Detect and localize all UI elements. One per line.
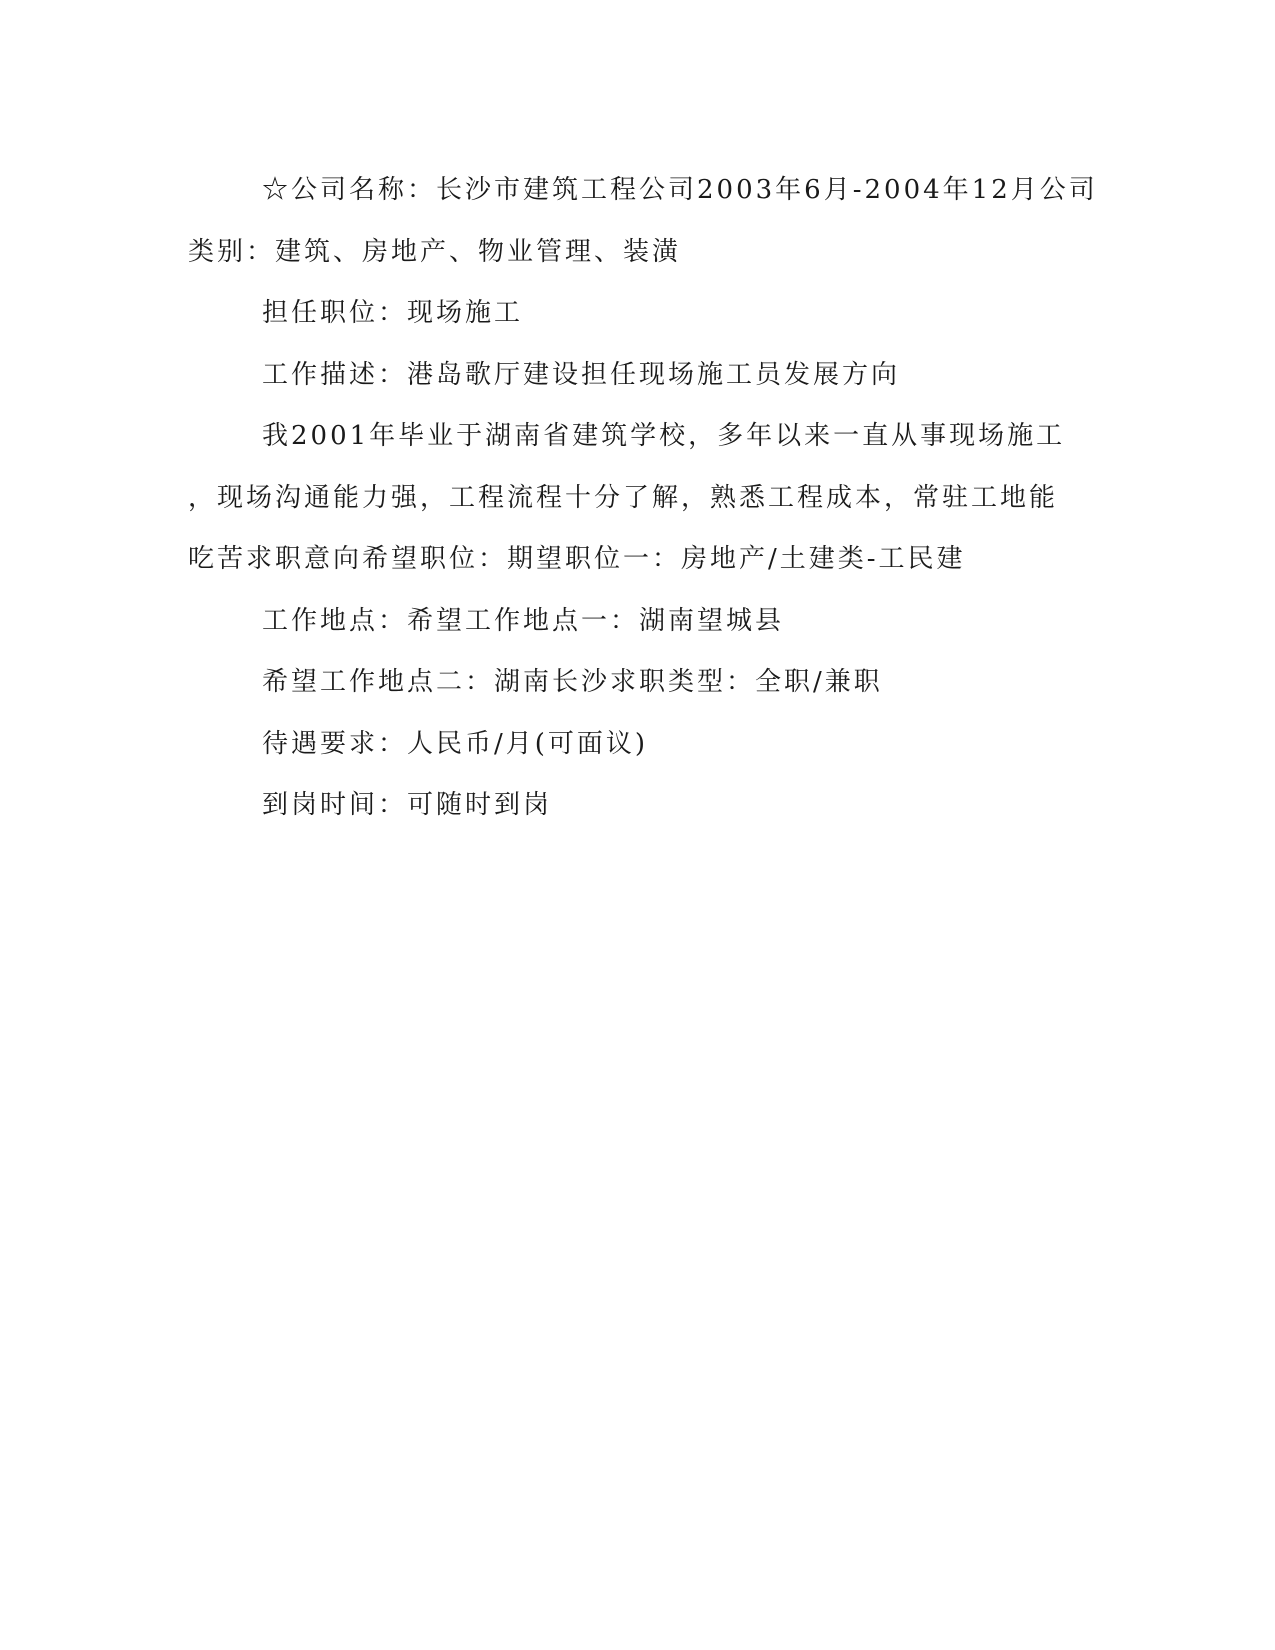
text-line-company: ☆公司名称：长沙市建筑工程公司2003年6月-2004年12月公司 [262, 175, 1098, 205]
text-line-desired-position: 吃苦求职意向希望职位：期望职位一：房地产/土建类-工民建 [188, 544, 966, 574]
text-line-salary: 待遇要求：人民币/月(可面议) [262, 728, 649, 759]
text-line-skills: ，现场沟通能力强，工程流程十分了解，熟悉工程成本，常驻工地能 [188, 482, 1059, 513]
text-line-category: 类别：建筑、房地产、物业管理、装潢 [188, 236, 682, 267]
document-body [188, 160, 1098, 837]
text-line-job-description: 工作描述：港岛歌厅建设担任现场施工员发展方向 [262, 359, 901, 390]
text-line-work-location-2: 希望工作地点二：湖南长沙求职类型：全职/兼职 [262, 667, 883, 697]
text-line-education: 我2001年毕业于湖南省建筑学校，多年以来一直从事现场施工 [262, 421, 1066, 451]
text-line-position: 担任职位：现场施工 [262, 298, 524, 328]
text-line-work-location-1: 工作地点：希望工作地点一：湖南望城县 [262, 605, 785, 636]
text-line-availability: 到岗时间：可随时到岗 [262, 790, 553, 820]
